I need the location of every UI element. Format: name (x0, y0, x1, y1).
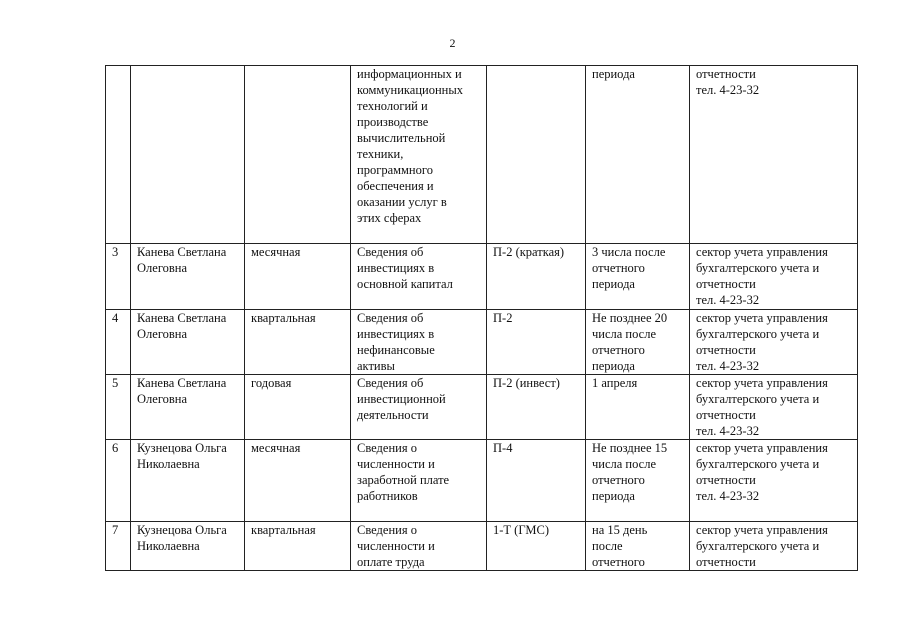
table-row (106, 66, 858, 244)
row-number-cell: 6 (106, 440, 131, 522)
periodicity-cell (245, 66, 351, 244)
recipient-cell: сектор учета управления бухгалтерского учета и отчетности тел. 4-23-32 (690, 375, 858, 440)
responsible-person-cell: Кузнецова Ольга Николаевна (131, 440, 245, 522)
responsible-person-cell: Канева Светлана Олеговна (131, 244, 245, 310)
periodicity-cell: годовая (245, 375, 351, 440)
responsible-person-cell: Канева Светлана Олеговна (131, 310, 245, 375)
row-number-cell: 5 (106, 375, 131, 440)
periodicity-cell: месячная (245, 440, 351, 522)
deadline-cell: на 15 день после отчетного (586, 522, 690, 571)
form-code-cell: 1-Т (ГМС) (487, 522, 586, 571)
recipient-cell: сектор учета управления бухгалтерского учета и отчетности тел. 4-23-32 (690, 440, 858, 522)
report-schedule-table (105, 65, 858, 571)
form-code-cell: П-2 (487, 310, 586, 375)
form-code-cell: П-4 (487, 440, 586, 522)
recipient-cell: сектор учета управления бухгалтерского учета и отчетности (690, 522, 858, 571)
form-name-cell: информационных и коммуникационных технологий и производстве вычислительной техники, программного обеспечения и оказании услуг в этих сферах (351, 66, 487, 244)
responsible-person-cell: Кузнецова Ольга Николаевна (131, 522, 245, 571)
form-code-cell (487, 66, 586, 244)
form-name-cell: Сведения об инвестициях в нефинансовые активы (351, 310, 487, 375)
responsible-person-cell (131, 66, 245, 244)
deadline-cell: 3 числа после отчетного периода (586, 244, 690, 310)
periodicity-cell: месячная (245, 244, 351, 310)
form-name-cell: Сведения об инвестиционной деятельности (351, 375, 487, 440)
periodicity-cell: квартальная (245, 310, 351, 375)
table-row (106, 522, 858, 571)
form-code-cell: П-2 (инвест) (487, 375, 586, 440)
form-name-cell: Сведения о численности и оплате труда (351, 522, 487, 571)
table-row (106, 440, 858, 522)
recipient-cell: сектор учета управления бухгалтерского учета и отчетности тел. 4-23-32 (690, 244, 858, 310)
table-row (106, 244, 858, 310)
form-name-cell: Сведения о численности и заработной плате работников (351, 440, 487, 522)
row-number-cell (106, 66, 131, 244)
form-name-cell: Сведения об инвестициях в основной капитал (351, 244, 487, 310)
deadline-cell: Не позднее 20 числа после отчетного периода (586, 310, 690, 375)
row-number-cell: 3 (106, 244, 131, 310)
row-number-cell: 7 (106, 522, 131, 571)
row-number-cell: 4 (106, 310, 131, 375)
periodicity-cell: квартальная (245, 522, 351, 571)
recipient-cell: сектор учета управления бухгалтерского учета и отчетности тел. 4-23-32 (690, 310, 858, 375)
deadline-cell: Не позднее 15 числа после отчетного периода (586, 440, 690, 522)
form-code-cell: П-2 (краткая) (487, 244, 586, 310)
deadline-cell: периода (586, 66, 690, 244)
table-row (106, 375, 858, 440)
deadline-cell: 1 апреля (586, 375, 690, 440)
table-row (106, 310, 858, 375)
page-number: 2 (449, 36, 456, 50)
responsible-person-cell: Канева Светлана Олеговна (131, 375, 245, 440)
recipient-cell: отчетности тел. 4-23-32 (690, 66, 858, 244)
